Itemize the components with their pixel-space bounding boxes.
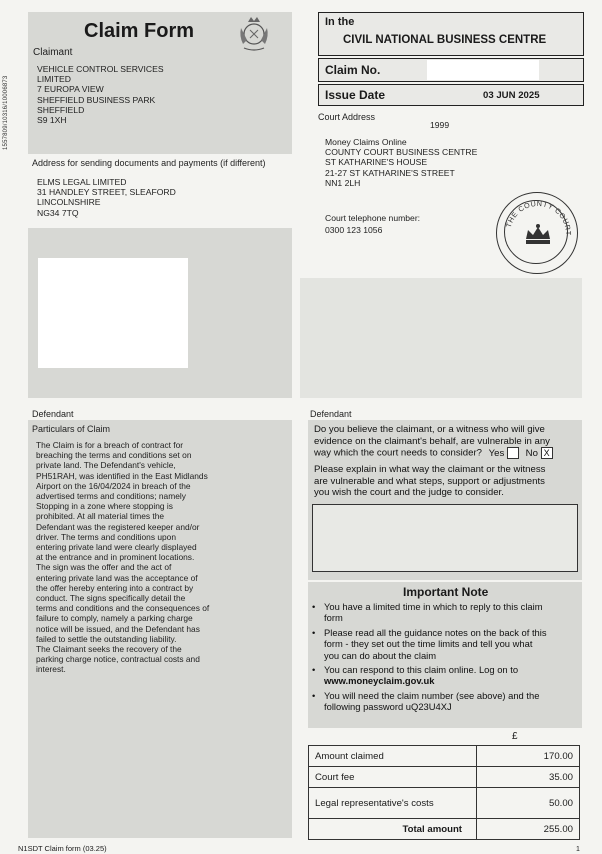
court-fee-label: Court fee (309, 767, 477, 788)
royal-crest-icon (238, 14, 270, 52)
total-amount-label: Total amount (309, 819, 477, 840)
court-fee-value: 35.00 (477, 767, 580, 788)
court-address-code: 1999 (430, 120, 450, 130)
amount-claimed-label: Amount claimed (309, 746, 477, 767)
table-row (309, 767, 580, 788)
svg-text:THE COUNTY COURT: THE COUNTY COURT (503, 198, 574, 236)
moneyclaim-link[interactable]: www.moneyclaim.gov.uk (324, 675, 435, 687)
in-the-label: In the (325, 16, 355, 28)
important-note-list: • You have a limited time in which to reply to this claim form • Please read all the guidance notes on the back of this form - they set out the time limits and tell you what you can do about the claim • You can respond to this claim online. Log on to www.moneyclaim.gov.uk • You will need the claim number (see above) and the following password uQ23U4XJ (312, 601, 547, 713)
issue-date-box (318, 84, 584, 106)
particulars-text: The Claim is for a breach of contract for breaching the terms and conditions set on private land. The Defendant's vehicle, PH51RAH, was identified in the East Midlands Airport on the 16/04/2024 in breach of the advertised terms and conditions; namely Stopping in a zone where stopping is prohibited. At all material times the Defendant was the registered keeper and/or driver. The terms and conditions upon entering private land were clearly displayed at the entrance and in prominent locations. The sign was the offer and the act of entering private land was the acceptance of the offer hereby entering into a contract by conduct. The signs specifically detail the terms and conditions and the consequences of failure to comply, namely a parking charge notice will be issued, and the Defendant has failed to settle the outstanding liability. The Claimant seeks the recovery of the parking charge notice, contractual costs and interest. (36, 440, 210, 675)
legal-costs-label: Legal representative's costs (309, 788, 477, 819)
redacted-defendant-address (38, 258, 188, 368)
legal-costs-value: 50.00 (477, 788, 580, 819)
claim-no-label: Claim No. (325, 63, 381, 77)
address-for-documents-label: Address for sending documents and payments (if different) (32, 158, 266, 168)
issue-date-value: 03 JUN 2025 (483, 90, 540, 101)
total-amount-value: 255.00 (477, 819, 580, 840)
important-note-title: Important Note (403, 585, 489, 599)
table-row (309, 788, 580, 819)
address-for-documents: ELMS LEGAL LIMITED 31 HANDLEY STREET, SLEAFORD LINCOLNSHIRE NG34 7TQ (37, 177, 176, 218)
crown-icon (523, 223, 553, 249)
table-row (309, 819, 580, 840)
court-address-label: Court Address (318, 112, 376, 122)
issue-date-label: Issue Date (325, 88, 386, 102)
page-number: 1 (576, 846, 580, 853)
court-telephone-label: Court telephone number: (325, 213, 421, 223)
amounts-table (308, 745, 580, 840)
yes-checkbox[interactable] (507, 447, 519, 459)
table-row (309, 746, 580, 767)
side-reference-code: 1557809/10316/10006873 (3, 75, 9, 150)
particulars-label: Particulars of Claim (32, 424, 111, 434)
vulnerability-question: Do you believe the claimant, or a witness who will give evidence on the claimant's behalf, are vulnerable in any way which the court needs to consider? Yes No X (314, 424, 553, 459)
claimant-address: VEHICLE CONTROL SERVICES LIMITED 7 EUROPA VIEW SHEFFIELD BUSINESS PARK SHEFFIELD S9 1XH (37, 64, 164, 126)
defendant-left-label: Defendant (32, 409, 74, 419)
court-name: CIVIL NATIONAL BUSINESS CENTRE (343, 34, 547, 46)
court-name-box (318, 12, 584, 56)
redacted-claim-number (427, 60, 539, 80)
claimant-label: Claimant (33, 47, 73, 58)
vulnerability-explanation-field[interactable] (312, 504, 578, 572)
court-address: Money Claims Online COUNTY COURT BUSINESS CENTRE ST KATHARINE'S HOUSE 21-27 ST KATHARINE'S STREET NN1 2LH (325, 137, 478, 188)
court-telephone: 0300 123 1056 (325, 225, 383, 235)
no-checkbox[interactable]: X (541, 447, 553, 459)
county-court-seal (496, 192, 578, 274)
right-middle-panel (300, 278, 582, 398)
amount-claimed-value: 170.00 (477, 746, 580, 767)
claim-no-box (318, 58, 584, 82)
defendant-right-label: Defendant (310, 409, 352, 419)
currency-symbol: £ (512, 731, 518, 742)
vulnerability-explain: Please explain in what way the claimant or the witness are vulnerable and what steps, support or adjustments you wish the court and the judge to consider. (314, 464, 546, 499)
form-title: Claim Form (84, 20, 195, 42)
form-code: N1SDT Claim form (03.25) (18, 844, 107, 853)
